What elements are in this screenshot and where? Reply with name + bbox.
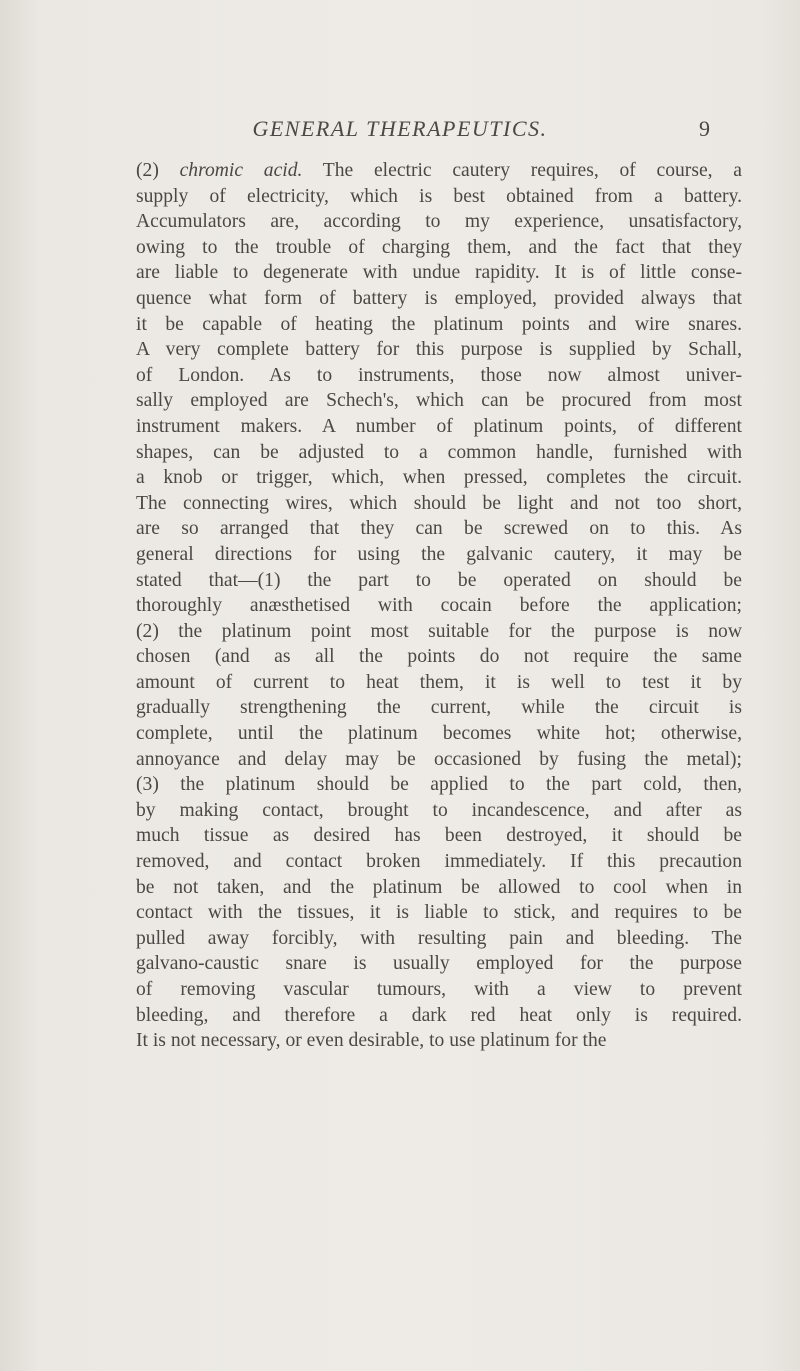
text-line: sally employed are Schech's, which can be procured from most: [136, 390, 742, 412]
text-line: thoroughly anæsthetised with cocain before the application;: [136, 595, 742, 617]
page-header: [0, 116, 800, 144]
text-line: removed, and contact broken immediately. If this precaution: [136, 851, 742, 873]
text-line: a knob or trigger, which, when pressed, completes the circuit.: [136, 467, 742, 489]
text-line: instrument makers. A number of platinum points, of different: [136, 415, 742, 437]
text-line: owing to the trouble of charging them, and the fact that they: [136, 236, 742, 258]
text-line: [136, 158, 742, 184]
text-line: by making contact, brought to incandescence, and after as: [136, 799, 742, 821]
text-line: contact with the tissues, it is liable to stick, and requires to be: [136, 902, 742, 924]
text-line: It is not necessary, or even desirable, to use platinum for the: [136, 1030, 607, 1052]
text-line: much tissue as desired has been destroyed, it should be: [136, 825, 742, 847]
text-line: The connecting wires, which should be light and not too short,: [136, 492, 742, 514]
italic-term: chromic acid.: [179, 160, 303, 181]
text-line: are liable to degenerate with undue rapidity. It is of little conse-: [136, 262, 742, 284]
text-line: chosen (and as all the points do not require the same: [136, 646, 742, 668]
text-line: complete, until the platinum becomes white hot; otherwise,: [136, 723, 742, 745]
text-line: pulled away forcibly, with resulting pain and bleeding. The: [136, 927, 742, 949]
text-line: (3) the platinum should be applied to the part cold, then,: [136, 774, 742, 796]
text-line: quence what form of battery is employed, provided always that: [136, 287, 742, 309]
text-line: of London. As to instruments, those now almost univer-: [136, 364, 742, 386]
text-line: Accumulators are, according to my experience, unsatisfactory,: [136, 211, 742, 233]
text-line: (2) the platinum point most suitable for the purpose is now: [136, 620, 742, 642]
text-line: it be capable of heating the platinum points and wire snares.: [136, 313, 742, 335]
paragraph-number: (2): [136, 160, 180, 181]
text-line: supply of electricity, which is best obtained from a battery.: [136, 185, 742, 207]
text-line: gradually strengthening the current, while the circuit is: [136, 697, 742, 719]
text-line: are so arranged that they can be screwed on to this. As: [136, 518, 742, 540]
text-line: A very complete battery for this purpose is supplied by Schall,: [136, 339, 742, 361]
page-number: 9: [699, 116, 710, 141]
running-title: GENERAL THERAPEUTICS.: [252, 116, 548, 141]
text-line-rest: The electric cautery requires, of course, a: [302, 160, 742, 181]
text-line: of removing vascular tumours, with a view to prevent: [136, 979, 742, 1000]
body-text: [136, 158, 742, 1054]
text-line: be not taken, and the platinum be allowed to cool when in: [136, 876, 742, 898]
text-line: bleeding, and therefore a dark red heat only is required.: [136, 1004, 742, 1026]
text-line: stated that—(1) the part to be operated on should be: [136, 569, 742, 591]
text-line: amount of current to heat them, it is well to test it by: [136, 671, 742, 693]
text-line: shapes, can be adjusted to a common handle, furnished with: [136, 441, 742, 463]
text-line: galvano-caustic snare is usually employed for the purpose: [136, 953, 742, 975]
text-line: annoyance and delay may be occasioned by fusing the metal);: [136, 748, 742, 770]
text-line: general directions for using the galvanic cautery, it may be: [136, 543, 742, 565]
